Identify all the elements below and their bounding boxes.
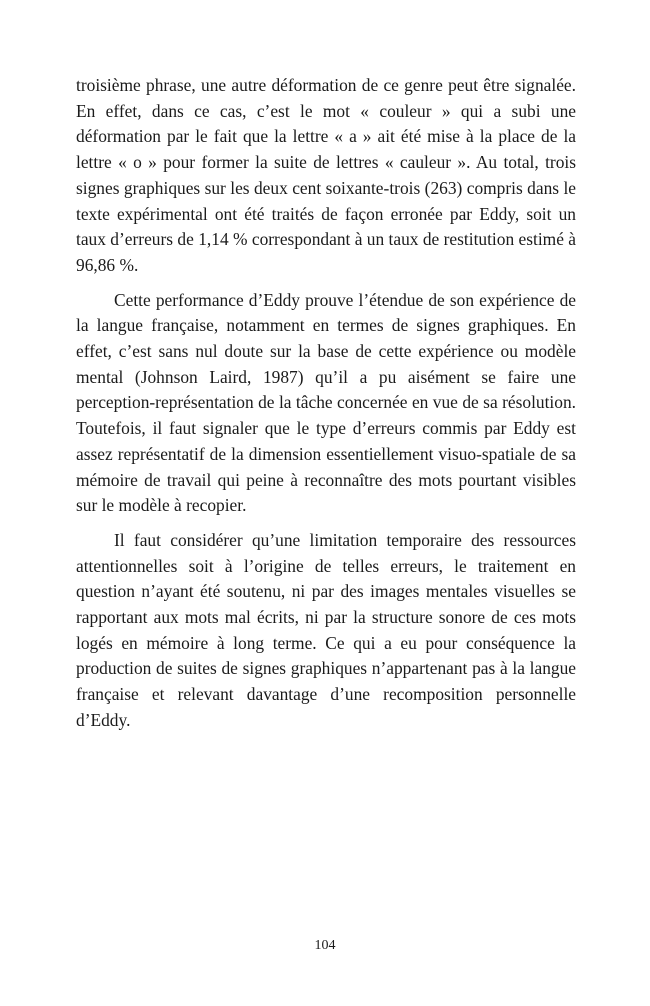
page-body	[76, 73, 576, 734]
page-number: 104	[314, 938, 336, 953]
paragraph-eddy-performance: Cette performance d’Eddy prouve l’étendue de son expérience de la langue française, notamment en termes de signes graphiques. En effet, c’est sans nul doute sur la base de cette expérience ou modèle mental (Johnson Laird, 1987) qu’il a pu aisément se faire une perception-représentation de la tâche concernée en vue de sa résolution. Toutefois, il faut signaler que le type d’erreurs commis par Eddy est assez représentatif de la dimension essentiellement visuo-spatiale de sa mémoire de travail qui peine à reconnaître des mots pourtant visibles sur le modèle à recopier.	[76, 289, 576, 516]
paragraph-continuation: troisième phrase, une autre déformation de ce genre peut être signalée. En effet, dans ce cas, c’est le mot « couleur » qui a subi une déformation par le fait que la lettre « a » ait été mise à la place de la lettre « o » pour former la suite de lettres « cauleur ». Au total, trois signes graphiques sur les deux cent soixante-trois (263) compris dans le texte expérimental ont été traités de façon erronée par Eddy, soit un taux d’erreurs de 1,14 % correspondant à un taux de restitution estimé à 96,86 %.	[76, 75, 576, 275]
paragraph-attention-limitation: Il faut considérer qu’une limitation temporaire des ressources attentionnelles soit à l’origine de telles erreurs, le traitement en question n’ayant été soutenu, ni par des images mentales visuelles se rapportant aux mots mal écrits, ni par la structure sonore de ces mots logés en mémoire à long terme. Ce qui a eu pour conséquence la production de suites de signes graphiques n’appartenant pas à la langue française et relevant davantage d’une recomposition personnelle d’Eddy.	[76, 529, 576, 730]
